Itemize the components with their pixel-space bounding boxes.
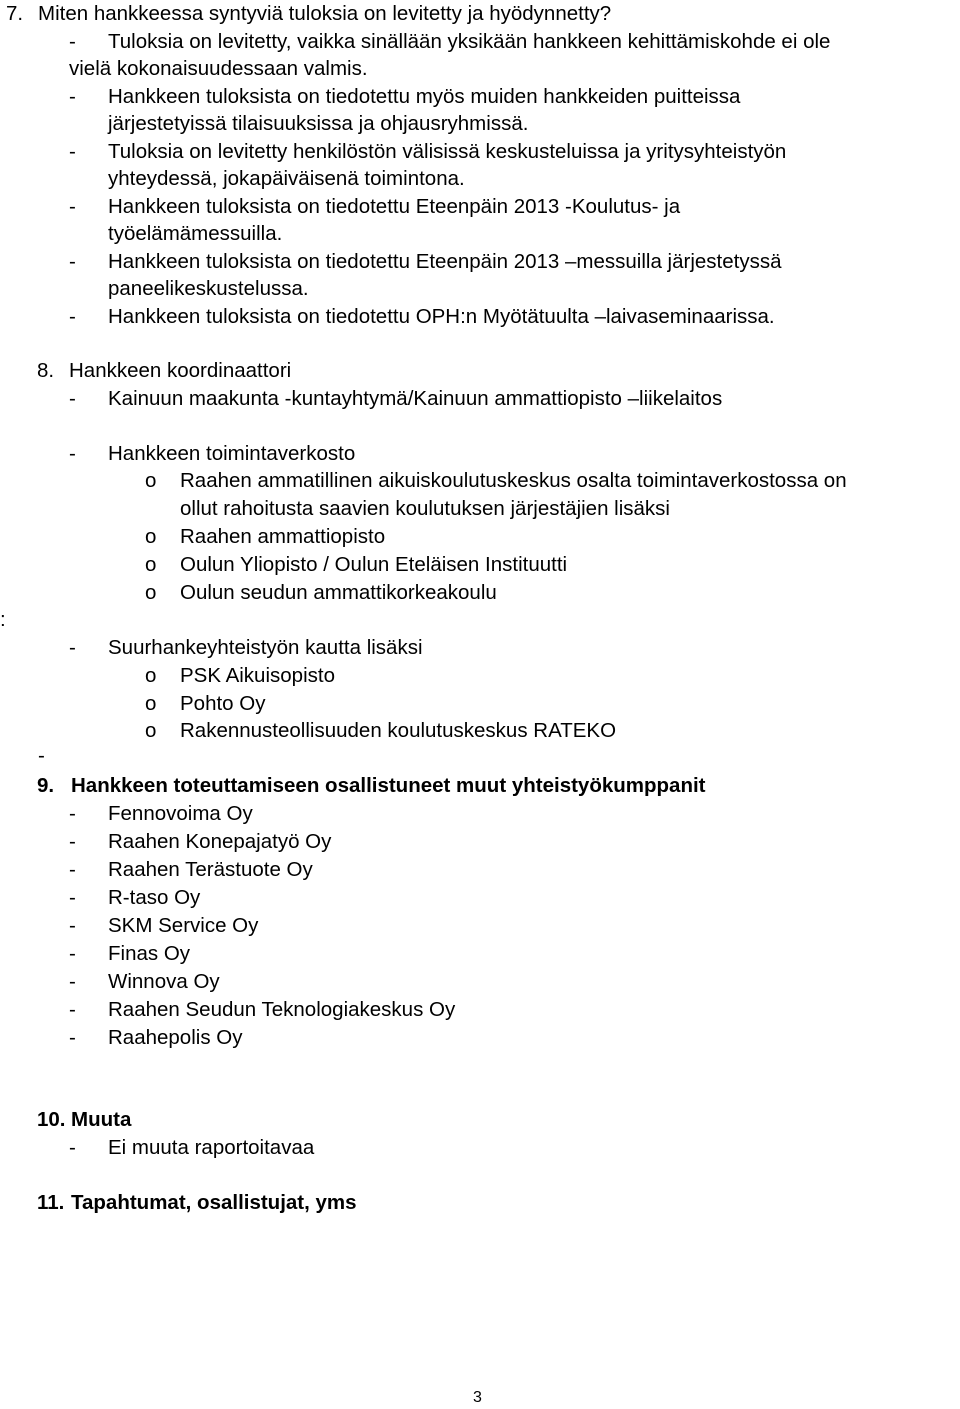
partner-item: SKM Service Oy [108, 914, 259, 937]
network-item-1-line-1: Raahen ammatillinen aikuiskoulutuskeskus osalta toimintaverkostossa on [180, 469, 847, 492]
sub-bullet-o: o [145, 469, 157, 492]
sub-bullet-o: o [145, 692, 157, 715]
partner-item: Raahen Terästuote Oy [108, 858, 313, 881]
bullet-dash: - [69, 970, 76, 993]
sub-bullet-o: o [145, 664, 157, 687]
bullet-dash: - [69, 195, 76, 218]
super-item-1: PSK Aikuisopisto [180, 664, 335, 687]
bullet-dash: - [69, 30, 76, 53]
section-7-bullet-5-line-2: paneelikeskustelussa. [108, 277, 309, 300]
section-11-heading: Tapahtumat, osallistujat, yms [71, 1191, 357, 1214]
partner-item: Winnova Oy [108, 970, 220, 993]
section-7-bullet-5-line-1: Hankkeen tuloksista on tiedotettu Eteenpäin 2013 –messuilla järjestetyssä [108, 250, 782, 273]
bullet-dash: - [69, 85, 76, 108]
super-item-2: Pohto Oy [180, 692, 266, 715]
section-10-heading: Muuta [71, 1108, 132, 1131]
bullet-dash: - [69, 830, 76, 853]
bullet-dash: - [69, 387, 76, 410]
section-7-bullet-6-line-1: Hankkeen tuloksista on tiedotettu OPH:n Myötätuulta –laivaseminaarissa. [108, 305, 775, 328]
partner-item: Finas Oy [108, 942, 191, 965]
section-11-number: 11. [37, 1191, 65, 1214]
section-7-bullet-3-line-2: yhteydessä, jokapäiväisenä toimintona. [108, 167, 465, 190]
sub-bullet-o: o [145, 581, 157, 604]
section-7-bullet-4-line-2: työelämämessuilla. [108, 222, 283, 245]
sub-bullet-o: o [145, 553, 157, 576]
network-title: Hankkeen toimintaverkosto [108, 442, 356, 465]
section-7-bullet-4-line-1: Hankkeen tuloksista on tiedotettu Eteenpäin 2013 -Koulutus- ja [108, 195, 681, 218]
bullet-dash: - [69, 442, 76, 465]
sub-bullet-o: o [145, 525, 157, 548]
section-7-bullet-2-line-1: Hankkeen tuloksista on tiedotettu myös muiden hankkeiden puitteissa [108, 85, 741, 108]
super-item-3: Rakennusteollisuuden koulutuskeskus RATEKO [180, 719, 617, 742]
network-item-1-line-2: ollut rahoitusta saavien koulutuksen järjestäjien lisäksi [180, 497, 670, 520]
section-8-number: 8. [37, 359, 55, 382]
section-7-number: 7. [6, 2, 24, 25]
bullet-dash: - [69, 886, 76, 909]
partner-item: R-taso Oy [108, 886, 201, 909]
network-item-3: Oulun Yliopisto / Oulun Eteläisen Instituutti [180, 553, 568, 576]
section-7-bullet-1-line-2: vielä kokonaisuudessaan valmis. [69, 57, 368, 80]
super-title: Suurhankeyhteistyön kautta lisäksi [108, 636, 423, 659]
section-7-heading: Miten hankkeessa syntyviä tuloksia on levitetty ja hyödynnetty? [38, 2, 612, 25]
bullet-dash: - [69, 250, 76, 273]
bullet-dash: - [69, 914, 76, 937]
partner-item: Raahepolis Oy [108, 1026, 243, 1049]
section-7-bullet-1-line-1: Tuloksia on levitetty, vaikka sinällään yksikään hankkeen kehittämiskohde ei ole [108, 30, 831, 53]
stray-dash: - [38, 744, 45, 767]
bullet-dash: - [69, 858, 76, 881]
section-9-number: 9. [37, 774, 55, 797]
partner-item: Raahen Konepajatyö Oy [108, 830, 332, 853]
bullet-dash: - [69, 802, 76, 825]
section-10-number: 10. [37, 1108, 66, 1131]
section-7-bullet-2-line-2: järjestetyissä tilaisuuksissa ja ohjausryhmissä. [108, 112, 529, 135]
bullet-dash: - [69, 305, 76, 328]
sub-bullet-o: o [145, 719, 157, 742]
section-10-item: Ei muuta raportoitavaa [108, 1136, 315, 1159]
section-9-heading: Hankkeen toteuttamiseen osallistuneet muut yhteistyökumppanit [71, 774, 706, 797]
network-item-4: Oulun seudun ammattikorkeakoulu [180, 581, 497, 604]
bullet-dash: - [69, 140, 76, 163]
bullet-dash: - [69, 1026, 76, 1049]
network-item-2: Raahen ammattiopisto [180, 525, 386, 548]
partner-item: Raahen Seudun Teknologiakeskus Oy [108, 998, 456, 1021]
coordinator: Kainuun maakunta -kuntayhtymä/Kainuun ammattiopisto –liikelaitos [108, 387, 723, 410]
bullet-dash: - [69, 1136, 76, 1159]
bullet-dash: - [69, 636, 76, 659]
margin-mark: : [0, 608, 6, 631]
page-number: 3 [473, 1389, 482, 1406]
bullet-dash: - [69, 942, 76, 965]
section-7-bullet-3-line-1: Tuloksia on levitetty henkilöstön välisissä keskusteluissa ja yritysyhteistyön [108, 140, 787, 163]
section-8-heading: Hankkeen koordinaattori [69, 359, 292, 382]
bullet-dash: - [69, 998, 76, 1021]
partner-item: Fennovoima Oy [108, 802, 253, 825]
